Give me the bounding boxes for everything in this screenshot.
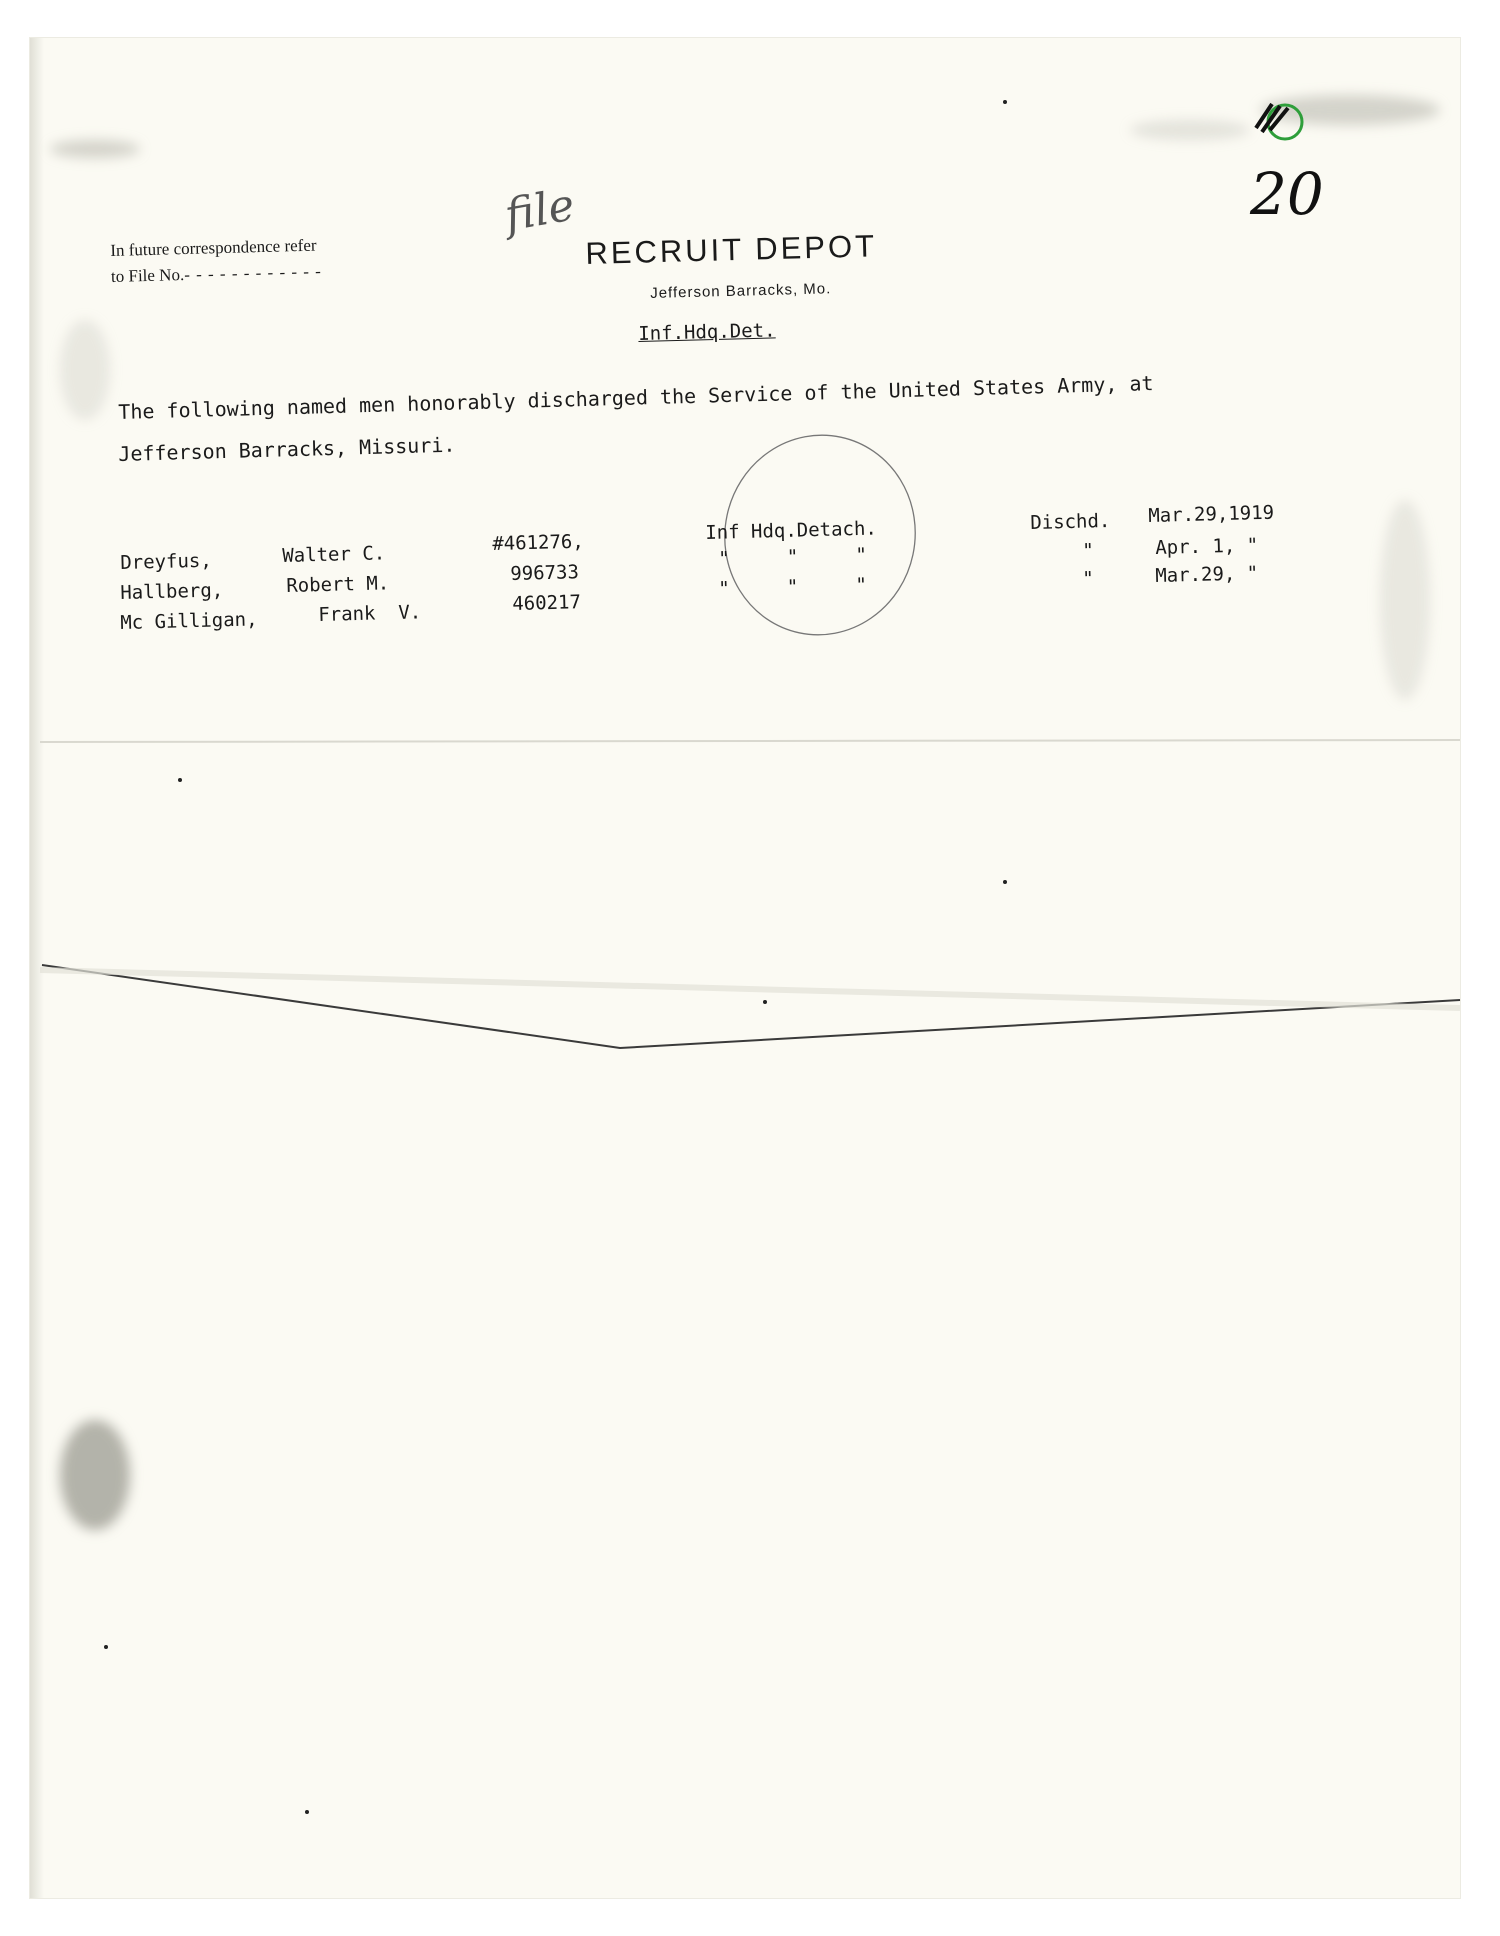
speck [104, 1645, 108, 1649]
fold-shadow [40, 970, 1460, 1008]
file-no-label: to File No. [110, 265, 185, 286]
speck [1003, 100, 1007, 104]
roster-last-name: Mc Gilligan, [120, 608, 258, 634]
file-no-blank: - - - - - - - - - - - - [183, 261, 323, 285]
refer-note [110, 232, 322, 290]
body-line-2: Jefferson Barracks, Missuri. [118, 432, 456, 466]
refer-line-1: In future correspondence refer [110, 235, 317, 260]
roster-unit-ditto: " " " [718, 544, 868, 570]
roster-first-name: Frank V. [318, 601, 422, 626]
speck [763, 1000, 767, 1004]
roster-service-number: #461276, [492, 530, 585, 555]
body-line-1: The following named men honorably discharged the Service of the United States Army, at [118, 371, 1154, 424]
unit-column-header: Inf Hdq.Detach. [705, 517, 878, 544]
roster-first-name: Robert M. [286, 572, 390, 597]
roster-disch-ditto: " [1082, 539, 1095, 562]
depot-title: RECRUIT DEPOT [585, 228, 878, 271]
roster-date: Mar.29,1919 [1148, 501, 1275, 527]
speck [305, 1810, 309, 1814]
green-circle-mark [1256, 104, 1302, 139]
faint-fold [40, 740, 1460, 742]
handwritten-page-number: 20 [1250, 160, 1324, 228]
roster-date: Mar.29, " [1155, 562, 1259, 587]
handwritten-file-note: file [501, 179, 579, 242]
speck [178, 778, 182, 782]
roster-service-number: 460217 [512, 591, 582, 615]
speck [1003, 880, 1007, 884]
roster-last-name: Hallberg, [120, 579, 224, 604]
roster-first-name: Walter C. [282, 542, 386, 567]
depot-location: Jefferson Barracks, Mo. [650, 280, 832, 302]
roster-unit-ditto: " " " [718, 574, 868, 600]
unit-heading: Inf.Hdq.Det. [638, 319, 776, 345]
roster-service-number: 996733 [510, 561, 580, 585]
discharge-column-header: Dischd. [1030, 509, 1111, 534]
roster-date: Apr. 1, " [1155, 534, 1259, 559]
roster-last-name: Dreyfus, [120, 549, 213, 574]
roster-disch-ditto: " [1082, 567, 1095, 590]
refer-line-2 [111, 258, 322, 290]
